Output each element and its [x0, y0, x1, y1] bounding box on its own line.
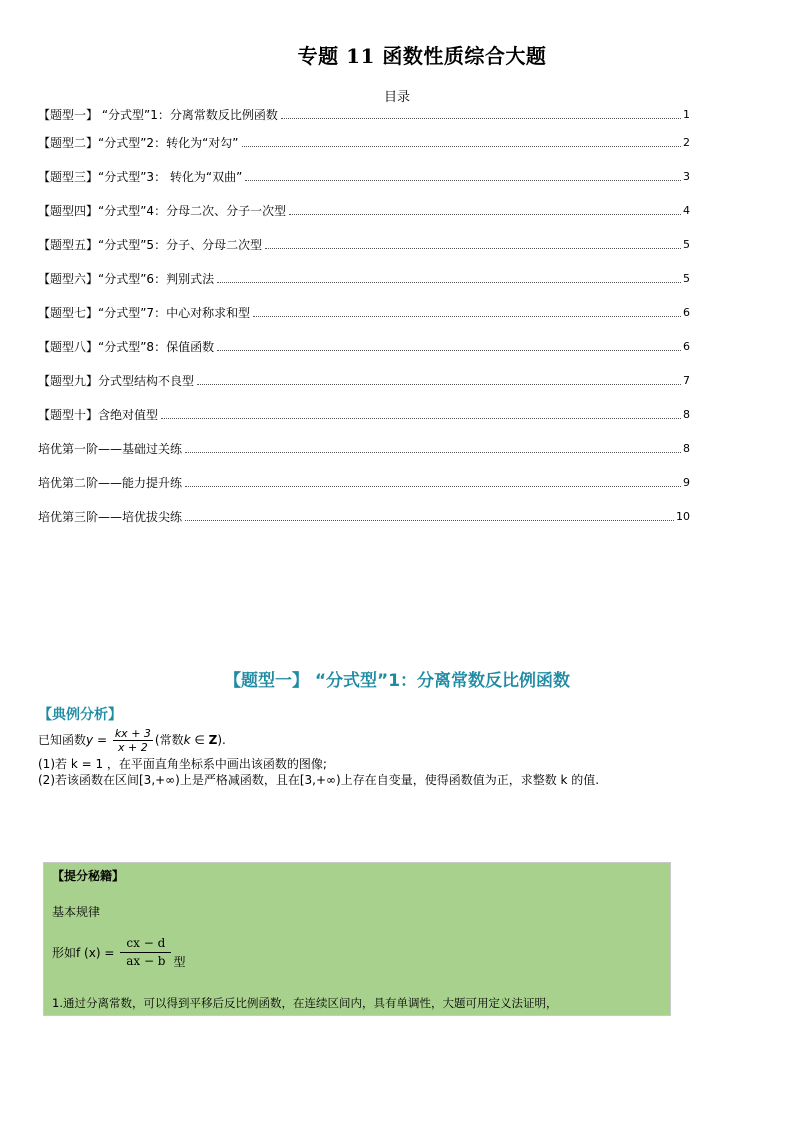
toc-dot-leader — [289, 214, 681, 215]
toc-dot-leader — [197, 384, 681, 385]
toc-entry-page: 7 — [683, 374, 690, 387]
toc-entry[interactable] — [38, 258, 690, 292]
toc-entry[interactable] — [38, 224, 690, 258]
toc-entry-page: 5 — [683, 272, 690, 285]
function-fraction — [113, 727, 153, 754]
toc-entry-label: 【题型八】“分式型”8：保值函数 — [38, 340, 215, 354]
toc-dot-leader — [265, 248, 681, 249]
toc-entry-label: 【题型五】“分式型”5：分子、分母二次型 — [38, 238, 263, 252]
toc-dot-leader — [245, 180, 681, 181]
toc-entry-page: 1 — [683, 108, 690, 121]
toc-entry[interactable] — [38, 100, 690, 122]
toc-entry-label: 培优第一阶——基础过关练 — [38, 442, 183, 456]
toc-entry[interactable] — [38, 496, 690, 530]
toc-entry[interactable] — [38, 360, 690, 394]
toc-dot-leader — [242, 146, 681, 147]
example-problem — [38, 724, 738, 788]
toc-dot-leader — [161, 418, 681, 419]
toc-entry-page: 10 — [676, 510, 690, 523]
toc-entry-label: 【题型四】“分式型”4：分母二次、分子一次型 — [38, 204, 287, 218]
toc-dot-leader — [185, 520, 674, 521]
tips-box — [43, 862, 671, 1016]
toc-dot-leader — [217, 282, 681, 283]
section-title: 【题型一】 “分式型”1：分离常数反比例函数 — [223, 671, 571, 691]
toc-entry[interactable] — [38, 122, 690, 156]
fraction-numerator: kx + 3 — [114, 726, 151, 740]
toc-entry-label: 培优第三阶——培优拔尖练 — [38, 510, 183, 524]
tips-form-expression: 形如f (x) = $\frac{cx - d}{ax - b}$ 型 — [52, 936, 186, 969]
toc-entry-page: 2 — [683, 136, 690, 149]
toc-entry[interactable] — [38, 292, 690, 326]
toc-entry[interactable] — [38, 326, 690, 360]
toc-entry-page: 8 — [683, 442, 690, 455]
problem-statement: 已知函数 y = $\frac{kx + 3}{x + 2}$ (常数 k ∈ Z ). — [38, 726, 226, 754]
toc-entry-label: 【题型九】分式型结构不良型 — [38, 374, 195, 388]
question-2: (2)若该函数在区间[3,+∞)上是严格减函数，且在[3,+∞)上存在自变量，使得函数值为正，求整数 k 的值. — [38, 773, 600, 787]
toc-entry-page: 3 — [683, 170, 690, 183]
fraction-denominator: x + 2 — [118, 740, 148, 754]
toc-heading: 目录 — [383, 90, 410, 105]
toc-entry[interactable] — [38, 156, 690, 190]
toc-entry[interactable] — [38, 394, 690, 428]
toc-dot-leader — [217, 350, 681, 351]
tips-note: 1.通过分离常数，可以得到平移后反比例函数，在连续区间内，具有单调性，大题可用定义法证明， — [52, 996, 558, 1010]
table-of-contents — [38, 100, 690, 530]
toc-entry-page: 8 — [683, 408, 690, 421]
toc-entry[interactable] — [38, 190, 690, 224]
toc-entry-page: 4 — [683, 204, 690, 217]
question-1: (1)若 k = 1 ，在平面直角坐标系中画出该函数的图像; — [38, 757, 327, 771]
toc-entry-page: 5 — [683, 238, 690, 251]
toc-entry-page: 6 — [683, 340, 690, 353]
toc-dot-leader — [253, 316, 681, 317]
toc-entry[interactable] — [38, 462, 690, 496]
toc-entry-label: 【题型三】“分式型”3： 转化为“双曲” — [38, 170, 243, 184]
tips-tag: 【提分秘籍】 — [52, 869, 125, 883]
toc-entry-label: 【题型六】“分式型”6：判别式法 — [38, 272, 215, 286]
toc-entry-page: 6 — [683, 306, 690, 319]
toc-entry-label: 【题型一】 “分式型”1：分离常数反比例函数 — [38, 108, 278, 122]
example-analysis-tag: 【典例分析】 — [38, 707, 122, 723]
toc-dot-leader — [281, 118, 681, 119]
page-title: 专题 11 函数性质综合大题 — [297, 44, 547, 68]
toc-entry-label: 【题型七】“分式型”7：中心对称求和型 — [38, 306, 251, 320]
tips-rule-heading: 基本规律 — [52, 905, 101, 919]
toc-entry[interactable] — [38, 428, 690, 462]
toc-entry-label: 培优第二阶——能力提升练 — [38, 476, 183, 490]
form-fraction: $\frac{cx - d}{ax - b}$ — [120, 935, 171, 970]
toc-entry-page: 9 — [683, 476, 690, 489]
toc-entry-label: 【题型二】“分式型”2：转化为“对勾” — [38, 136, 239, 150]
toc-dot-leader — [185, 452, 681, 453]
toc-dot-leader — [185, 486, 681, 487]
toc-entry-label: 【题型十】含绝对值型 — [38, 408, 159, 422]
